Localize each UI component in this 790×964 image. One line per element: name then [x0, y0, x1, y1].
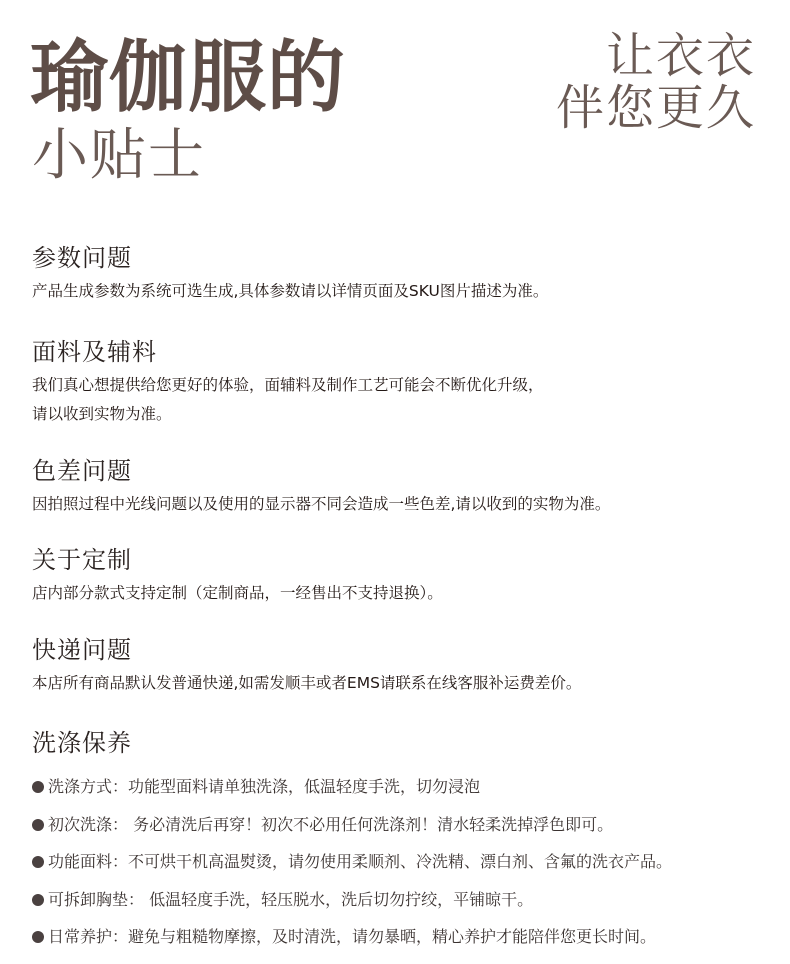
bullet-icon: [32, 856, 44, 868]
section-text: [32, 277, 772, 306]
care-item-text: 功能面料：不可烘干机高温熨烫，请勿使用柔顺剂、冷洗精、漂白剂、含氟的洗衣产品。: [48, 852, 673, 871]
slogan: [556, 30, 756, 134]
section-heading: 参数问题: [32, 244, 132, 272]
section-care: [32, 726, 772, 956]
section-heading: 色差问题: [32, 457, 132, 485]
section-line: 本店所有商品默认发普通快递,如需发顺丰或者EMS请联系在线客服补运费差价。: [32, 674, 582, 692]
section-line: 产品生成参数为系统可选生成,具体参数请以详情页面及SKU图片描述为准。: [32, 282, 549, 300]
section-heading: 关于定制: [32, 546, 132, 574]
list-item: [32, 881, 772, 919]
section-customization: [32, 543, 772, 608]
page-title: 瑜伽服的: [30, 33, 347, 123]
care-list: [32, 768, 772, 956]
list-item: [32, 918, 772, 956]
care-item-text: 日常养护：避免与粗糙物摩擦，及时清洗，请勿暴晒，精心养护才能陪伴您更长时间。: [48, 927, 657, 946]
bullet-icon: [32, 894, 44, 906]
section-heading: 快递问题: [32, 636, 132, 664]
page-subtitle: 小贴士: [32, 123, 206, 188]
bullet-icon: [32, 931, 44, 943]
bullet-icon: [32, 781, 44, 793]
section-text: [32, 579, 772, 608]
section-text: [32, 669, 772, 698]
care-item-text: 可拆卸胸垫： 低温轻度手洗，轻压脱水，洗后切勿拧绞，平铺晾干。: [48, 889, 534, 909]
section-line: 请以收到实物为准。: [32, 405, 172, 423]
section-text: [32, 371, 772, 429]
slogan-line-1: 让衣衣: [605, 28, 756, 84]
section-heading: 面料及辅料: [32, 338, 157, 366]
section-line: 因拍照过程中光线问题以及使用的显示器不同会造成一些色差,请以收到的实物为准。: [32, 495, 611, 513]
list-item: [32, 843, 772, 881]
list-item: [32, 806, 772, 844]
section-color-difference: [32, 454, 772, 519]
section-text: [32, 490, 772, 519]
section-line: 店内部分款式支持定制（定制商品，一经售出不支持退换）。: [32, 584, 443, 602]
care-item-text: 洗涤方式：功能型面料请单独洗涤，低温轻度手洗，切勿浸泡: [48, 777, 481, 796]
section-fabric: [32, 335, 772, 429]
section-heading: 洗涤保养: [32, 729, 132, 757]
care-item-text: 初次洗涤： 务必清洗后再穿！初次不必用任何洗涤剂！清水轻柔洗掉浮色即可。: [48, 814, 614, 834]
section-line: 我们真心想提供给您更好的体验，面辅料及制作工艺可能会不断优化升级，: [32, 376, 544, 394]
bullet-icon: [32, 819, 44, 831]
section-shipping: [32, 633, 772, 698]
section-parameters: [32, 241, 772, 306]
list-item: [32, 768, 772, 806]
slogan-line-2: 伴您更久: [555, 80, 756, 136]
